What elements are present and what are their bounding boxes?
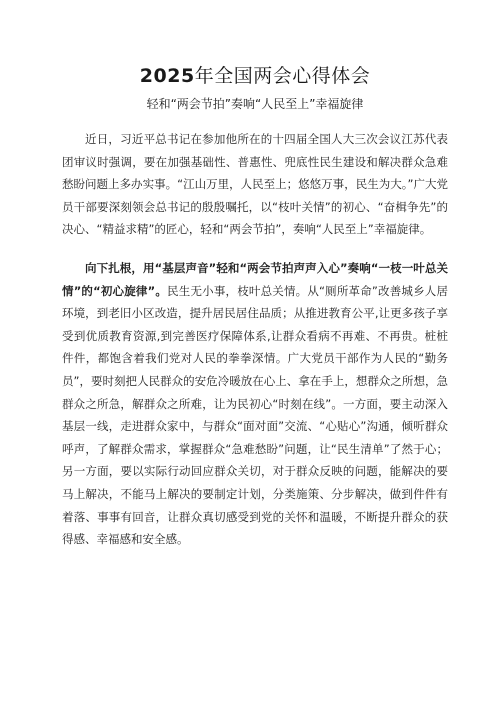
section-1-body: 民生无小事，枝叶总关情。从“厕所革命”改善城乡人居环境，到老旧小区改造，提升居民居住品质；从推进教育公平,让更多孩子享受到优质教育资源,到完善医疗保障体系,让群众看病不再难、不再贵。桩桩件件，都饱含着我们党对人民的拳拳深情。广大党员干部作为人民的“勤务员”，要时刻把人民群众的安危冷暖放在心上、拿在手上，想群众之所想，急群众之所急，解群众之所难，让为民初心“时刻在线”。一方面，要主动深入基层一线，走进群众家中，与群众“面对面”交流、“心贴心”沟通，倾听群众呼声，了解群众需求，掌握群众“急难愁盼”问题，让“民生清单”了然于心；另一方面，要以实际行动回应群众关切，对于群众反映的问题，能解决的要马上解决，不能马上解决的要制定计划，分类施策、分步解决，做到件件有着落、事事有回音，让群众真切感受到党的关怀和温暖，不断提升群众的获得感、幸福感和安全感。 xyxy=(62,283,448,547)
paragraph-section-1 xyxy=(62,257,448,551)
title-text: 年全国两会心得体会 xyxy=(194,65,371,87)
paragraph-intro: 近日，习近平总书记在参加他所在的十四届全国人大三次会议江苏代表团审议时强调，要在加强基础性、普惠性、兜底性民生建设和解决群众急难愁盼问题上多办实事。“江山万里，人民至上；悠悠万事，民生为大。”广大党员干部要深刻领会总书记的殷殷嘱托，以“枝叶关情”的初心、“奋楫争先”的决心、“精益求精”的匠心，轻和“两会节拍”，奏响“人民至上”幸福旋律。 xyxy=(62,132,448,237)
title-year: 2025 xyxy=(139,65,195,87)
page-subtitle: 轻和“两会节拍”奏响“人民至上”幸福旋律 xyxy=(146,97,364,111)
page-title xyxy=(62,64,448,88)
section-1-heading: 向下扎根，用“基层声音”轻和“两会节拍声声入心”奏响“一枝一叶总关情”的“初心旋律”。 xyxy=(62,260,448,298)
